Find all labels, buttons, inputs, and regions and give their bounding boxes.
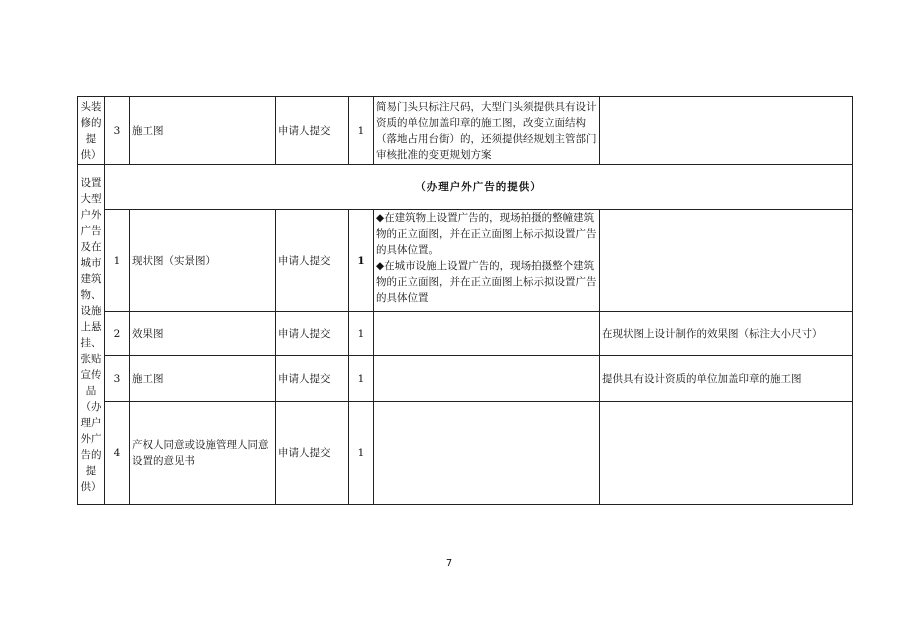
- category-line: 城市: [80, 256, 102, 269]
- copies-count: 1: [349, 210, 374, 312]
- category-line: 建筑: [80, 272, 102, 285]
- category-line: 广告: [80, 224, 102, 237]
- table-row: [78, 356, 853, 402]
- row-number: 1: [105, 210, 130, 312]
- category-line: 供）: [80, 480, 102, 493]
- category-line: 提: [85, 132, 97, 145]
- section-title-row: [78, 165, 853, 210]
- material-name: 施工图: [130, 356, 276, 402]
- category-line: 供）: [80, 148, 102, 161]
- category-line: 及在: [80, 240, 102, 253]
- requirement-bullet: ◆在城市设施上设置广告的，现场拍摄整个建筑物的正立面图，并在正立面图上标示拟设置广告的具体位置: [376, 260, 597, 304]
- remark-text: [600, 402, 853, 505]
- requirement-bullet: ◆在建筑物上设置广告的，现场拍摄的整幢建筑物的正立面图，并在正立面图上标示拟设置广告的具体位置。: [376, 212, 597, 256]
- category-line: 物、: [80, 288, 102, 301]
- category-line: 告的: [80, 448, 102, 461]
- category-line: 宣传: [80, 368, 102, 381]
- category-line: 户外: [80, 208, 102, 221]
- row-number: 4: [105, 402, 130, 505]
- copies-count: 1: [349, 356, 374, 402]
- materials-table: [77, 96, 853, 505]
- category-line: 设施: [80, 304, 102, 317]
- material-source: 申请人提交: [276, 97, 349, 165]
- category-line: 外广: [80, 432, 102, 445]
- category-line: 头装: [80, 100, 102, 113]
- category-line: 品: [85, 384, 97, 397]
- material-source: 申请人提交: [276, 312, 349, 356]
- material-name: 施工图: [130, 97, 276, 165]
- remark-text: 在现状图上设计制作的效果图（标注大小尺寸）: [600, 312, 853, 356]
- copies-count: 1: [349, 97, 374, 165]
- row-number: 3: [105, 356, 130, 402]
- category-line: 张贴: [80, 352, 102, 365]
- table-row: [78, 97, 853, 165]
- table-row: [78, 312, 853, 356]
- material-name: 效果图: [130, 312, 276, 356]
- category-cell: [78, 97, 105, 165]
- category-line: 大型: [80, 192, 102, 205]
- requirement-text: 简易门头只标注尺码，大型门头须提供具有设计资质的单位加盖印章的施工图，改变立面结构（落地占用台街）的，还须提供经规划主管部门审核批准的变更规划方案: [374, 97, 600, 165]
- page-number: 7: [445, 558, 453, 569]
- requirement-text: [374, 356, 600, 402]
- remark-text: [600, 97, 853, 165]
- category-cell: [78, 165, 105, 505]
- category-line: （办: [80, 400, 102, 413]
- category-line: 修的: [80, 116, 102, 129]
- table-row: [78, 210, 853, 312]
- category-line: 提: [85, 464, 97, 477]
- requirement-text: [374, 402, 600, 505]
- copies-count: 1: [349, 312, 374, 356]
- material-source: 申请人提交: [276, 210, 349, 312]
- requirement-text: [374, 312, 600, 356]
- category-line: 理户: [80, 416, 102, 429]
- copies-count: 1: [349, 402, 374, 505]
- requirement-text: [374, 210, 600, 312]
- row-number: 2: [105, 312, 130, 356]
- remark-text: 提供具有设计资质的单位加盖印章的施工图: [600, 356, 853, 402]
- section-title: （办理户外广告的提供）: [105, 165, 853, 210]
- row-number: 3: [105, 97, 130, 165]
- category-line: 挂、: [80, 336, 102, 349]
- material-source: 申请人提交: [276, 356, 349, 402]
- category-line: 设置: [80, 176, 102, 189]
- remark-text: [600, 210, 853, 312]
- category-line: 上悬: [80, 320, 102, 333]
- table-row: [78, 402, 853, 505]
- material-name: 现状图（实景图）: [130, 210, 276, 312]
- material-name: 产权人同意或设施管理人同意设置的意见书: [130, 402, 276, 505]
- material-source: 申请人提交: [276, 402, 349, 505]
